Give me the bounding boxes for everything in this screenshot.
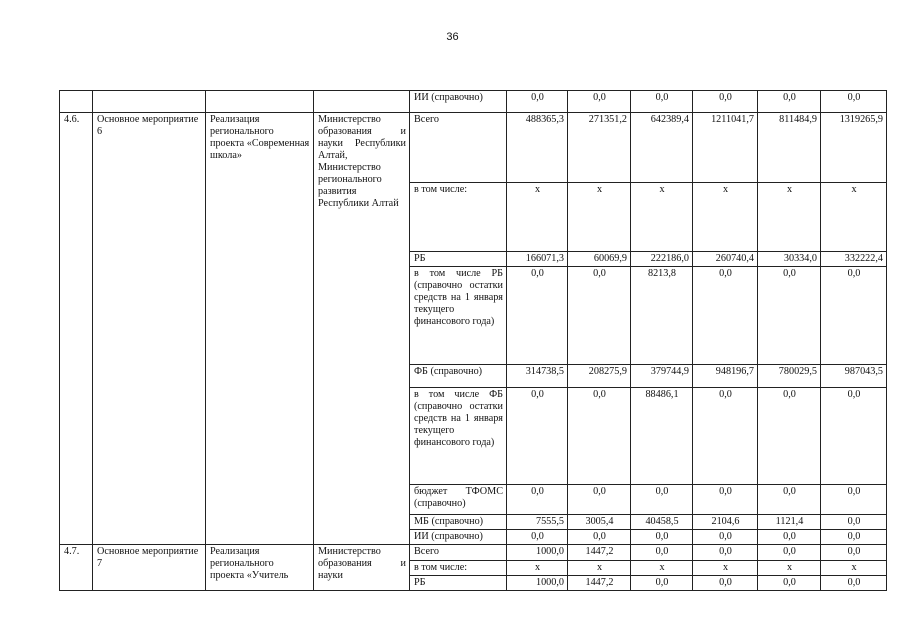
value-cell: 222186,0 — [631, 252, 693, 267]
value-cell: 0,0 — [758, 485, 821, 515]
item-description: Реализация регионального проекта «Современная школа» — [206, 113, 314, 545]
value-cell: 0,0 — [821, 267, 887, 365]
value-cell: 0,0 — [568, 485, 631, 515]
value-cell: 642389,4 — [631, 113, 693, 183]
value-cell: 0,0 — [631, 91, 693, 113]
source-cell: ИИ (справочно) — [410, 530, 507, 545]
value-cell: 260740,4 — [693, 252, 758, 267]
source-cell: Всего — [410, 113, 507, 183]
value-cell: 0,0 — [821, 485, 887, 515]
value-cell: 8213,8 — [631, 267, 693, 365]
value-cell: 0,0 — [568, 91, 631, 113]
value-cell: 0,0 — [758, 388, 821, 485]
value-cell: 30334,0 — [758, 252, 821, 267]
value-cell: х — [507, 561, 568, 576]
value-cell: 0,0 — [821, 388, 887, 485]
value-cell: 271351,2 — [568, 113, 631, 183]
value-cell: 0,0 — [758, 91, 821, 113]
value-cell: 0,0 — [693, 485, 758, 515]
budget-table — [59, 90, 887, 591]
table-row — [60, 113, 887, 183]
value-cell: х — [631, 183, 693, 252]
source-cell: РБ — [410, 252, 507, 267]
item-name: Основное мероприятие 7 — [93, 545, 206, 591]
source-cell: ФБ (справочно) — [410, 365, 507, 388]
value-cell: х — [568, 561, 631, 576]
value-cell: 780029,5 — [758, 365, 821, 388]
page-number: 36 — [446, 31, 459, 43]
value-cell: 1000,0 — [507, 576, 568, 591]
value-cell: х — [693, 561, 758, 576]
table-row — [60, 545, 887, 561]
value-cell: 7555,5 — [507, 515, 568, 530]
value-cell: 0,0 — [568, 267, 631, 365]
item-name: Основное мероприятие 6 — [93, 113, 206, 545]
value-cell: 0,0 — [821, 545, 887, 561]
value-cell: 0,0 — [758, 576, 821, 591]
source-cell: в том числе РБ (справочно остатки средств на 1 января текущего финансового года) — [410, 267, 507, 365]
value-cell: х — [758, 561, 821, 576]
value-cell: 208275,9 — [568, 365, 631, 388]
value-cell: 0,0 — [693, 388, 758, 485]
value-cell: 0,0 — [758, 530, 821, 545]
value-cell: 1319265,9 — [821, 113, 887, 183]
value-cell: х — [507, 183, 568, 252]
source-cell: РБ — [410, 576, 507, 591]
value-cell: 3005,4 — [568, 515, 631, 530]
item-description: Реализация регионального проекта «Учитель — [206, 545, 314, 591]
source-cell: Всего — [410, 545, 507, 561]
value-cell: 0,0 — [631, 545, 693, 561]
source-cell: МБ (справочно) — [410, 515, 507, 530]
value-cell: 1121,4 — [758, 515, 821, 530]
value-cell: 0,0 — [693, 530, 758, 545]
value-cell: 0,0 — [758, 545, 821, 561]
value-cell: 0,0 — [631, 576, 693, 591]
source-cell: в том числе ФБ (справочно остатки средств на 1 января текущего финансового года) — [410, 388, 507, 485]
value-cell: х — [821, 561, 887, 576]
value-cell: 1447,2 — [568, 545, 631, 561]
value-cell: 0,0 — [631, 485, 693, 515]
source-cell: в том числе: — [410, 561, 507, 576]
value-cell: 1000,0 — [507, 545, 568, 561]
value-cell: 0,0 — [693, 576, 758, 591]
value-cell: 811484,9 — [758, 113, 821, 183]
value-cell: х — [821, 183, 887, 252]
value-cell: 948196,7 — [693, 365, 758, 388]
value-cell: 0,0 — [821, 91, 887, 113]
responsible-org: Министерство образования и науки — [314, 545, 410, 591]
value-cell: 0,0 — [507, 530, 568, 545]
value-cell: 0,0 — [821, 576, 887, 591]
value-cell: х — [631, 561, 693, 576]
value-cell: 314738,5 — [507, 365, 568, 388]
value-cell: 40458,5 — [631, 515, 693, 530]
value-cell: 488365,3 — [507, 113, 568, 183]
value-cell: 0,0 — [821, 515, 887, 530]
value-cell: 0,0 — [507, 388, 568, 485]
value-cell: 332222,4 — [821, 252, 887, 267]
value-cell: х — [758, 183, 821, 252]
value-cell: 0,0 — [507, 485, 568, 515]
source-cell: ИИ (справочно) — [410, 91, 507, 113]
value-cell: 987043,5 — [821, 365, 887, 388]
value-cell: х — [568, 183, 631, 252]
value-cell: 0,0 — [821, 530, 887, 545]
value-cell: 0,0 — [693, 267, 758, 365]
responsible-org: Министерство образования и науки Республики Алтай, Министерство регионального развития Республики Алтай — [314, 113, 410, 545]
value-cell: х — [693, 183, 758, 252]
value-cell: 0,0 — [507, 267, 568, 365]
value-cell: 1447,2 — [568, 576, 631, 591]
value-cell: 2104,6 — [693, 515, 758, 530]
table-row — [60, 91, 887, 113]
value-cell: 0,0 — [507, 91, 568, 113]
source-cell: бюджет ТФОМС (справочно) — [410, 485, 507, 515]
item-number: 4.7. — [60, 545, 93, 591]
value-cell: 0,0 — [568, 388, 631, 485]
value-cell: 60069,9 — [568, 252, 631, 267]
value-cell: 0,0 — [568, 530, 631, 545]
value-cell: 0,0 — [631, 530, 693, 545]
source-cell: в том числе: — [410, 183, 507, 252]
value-cell: 0,0 — [693, 545, 758, 561]
value-cell: 1211041,7 — [693, 113, 758, 183]
value-cell: 379744,9 — [631, 365, 693, 388]
value-cell: 166071,3 — [507, 252, 568, 267]
value-cell: 0,0 — [693, 91, 758, 113]
item-number: 4.6. — [60, 113, 93, 545]
value-cell: 0,0 — [758, 267, 821, 365]
value-cell: 88486,1 — [631, 388, 693, 485]
